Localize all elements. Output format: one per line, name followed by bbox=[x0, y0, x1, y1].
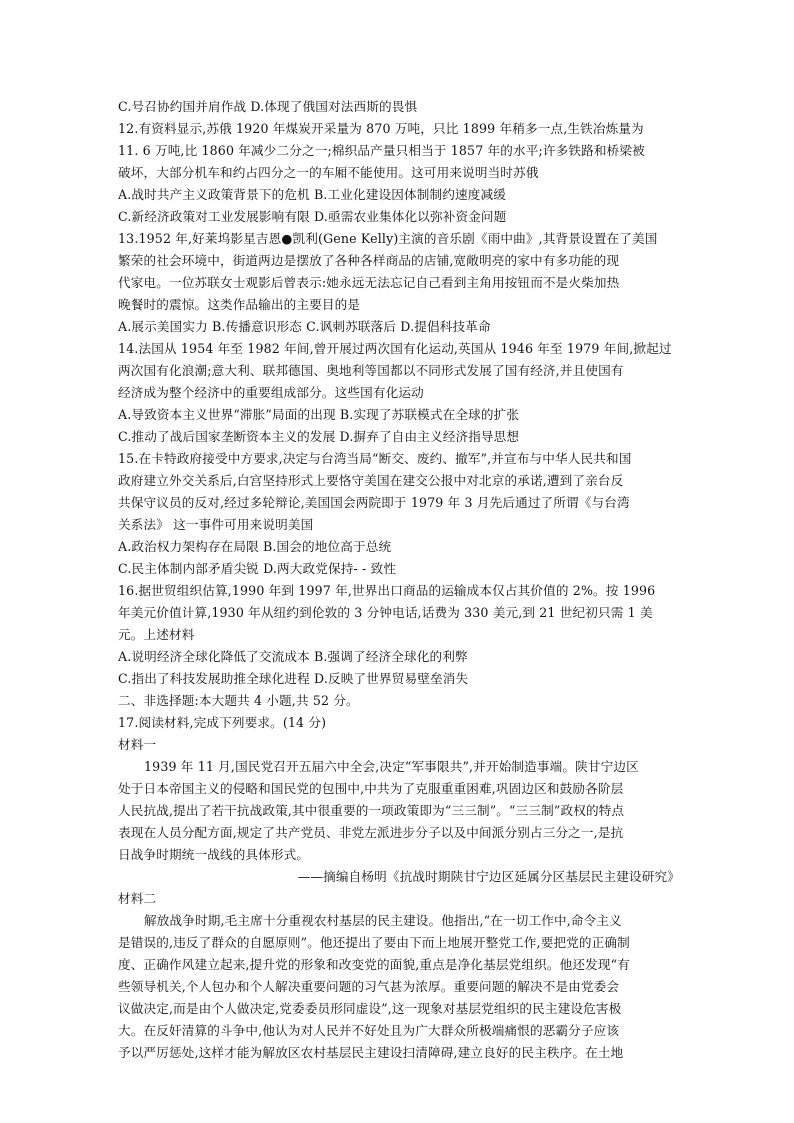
text-line: 表现在人员分配方面,规定了共产党员、非党左派进步分子以及中间派分别占三分之一,是抗 bbox=[118, 825, 624, 840]
text-line: 经济成为整个经济中的重要组成部分。这些国有化运动 bbox=[118, 385, 424, 400]
question-17-stem: 17.阅读材料,完成下列要求。(14 分) bbox=[118, 715, 327, 730]
text-line: C.号召协约国并肩作战 D.体现了俄国对法西斯的畏惧 bbox=[118, 99, 418, 114]
option-line: C.推动了战后国家垄断资本主义的发展 D.摒弃了自由主义经济指导思想 bbox=[118, 429, 520, 444]
source-citation: ——摘编自杨明《抗战时期陕甘宁边区延属分区基层民主建设研究》 bbox=[297, 869, 680, 884]
section-heading: 二、非选择题:本大题共 4 小题,共 52 分。 bbox=[118, 693, 359, 708]
question-15-stem: 15.在卡特政府接受中方要求,决定与台湾当局“断交、废约、撤军”,并宣布与中华人民共和国 bbox=[118, 451, 632, 466]
material-paragraph: 解放战争时期,毛主席十分重视农村基层的民主建设。他指出,“在一切工作中,命令主义 bbox=[144, 913, 622, 928]
text-line: 繁荣的社会环境中，街道两边是摆放了各种各样商品的店铺,宽敞明亮的家中有多功能的现 bbox=[118, 253, 620, 268]
text-line: 大。在反奸清算的斗争中,他认为对人民并不好处且为广大群众所极端痛恨的恶霸分子应该 bbox=[118, 1023, 620, 1038]
text-line: 予以严厉惩处,这样才能为解放区农村基层民主建设扫清障碍,建立良好的民主秩序。在土地 bbox=[118, 1045, 624, 1060]
text-line: 议做决定,而是由个人做决定,党委委员形同虚设”,这一现象对基层党组织的民主建设危害极 bbox=[118, 1001, 622, 1016]
text-line: 元。上述材料 bbox=[118, 627, 195, 642]
text-line: 政府建立外交关系后,白宫坚持形式上要恪守美国在建交公报中对北京的承诺,遭到了亲台反 bbox=[118, 473, 624, 488]
material-label: 材料二 bbox=[118, 891, 157, 906]
question-12-stem: 12.有资料显示,苏俄 1920 年煤炭开采量为 870 万吨，只比 1899 年稍多一点,生铁冶炼量为 bbox=[118, 121, 644, 136]
question-16-stem: 16.据世贸组织估算,1990 年到 1997 年,世界出口商品的运输成本仅占其价值的 2%。按 1996 bbox=[118, 583, 656, 598]
option-line: C.新经济政策对工业发展影响有限 D.亟需农业集体化以弥补资金问题 bbox=[118, 209, 507, 224]
text-line: 破坏，大部分机车和约占四分之一的车厢不能使用。这可用来说明当时苏俄 bbox=[118, 165, 539, 180]
option-line: C.指出了科技发展助推全球化进程 D.反映了世界贸易壁垒消失 bbox=[118, 671, 469, 686]
text-line: 共保守议员的反对,经过多轮辩论,美国国会两院即于 1979 年 3 月先后通过了所谓《与台湾 bbox=[118, 495, 630, 510]
material-label: 材料一 bbox=[118, 737, 157, 752]
text-line: 关系法》 这一事件可用来说明美国 bbox=[118, 517, 314, 532]
text-line: 11. 6 万吨,比 1860 年减少二分之一;棉织品产量只相当于 1857 年的水平;许多铁路和桥梁被 bbox=[118, 143, 645, 158]
option-line: A.展示美国实力 B.传播意识形态 C.讽刺苏联落后 D.提倡科技革命 bbox=[118, 319, 491, 334]
text-line: 人民抗战,提出了若干抗战政策,其中很重要的一项政策即为“三三制”。“三三制”政权的特点 bbox=[118, 803, 625, 818]
text-line: 是错误的,违反了群众的自愿原则”。他还提出了要由下而上地展开整党工作,要把党的正确制 bbox=[118, 935, 630, 950]
text-line: 日战争时期统一战线的具体形式。 bbox=[118, 847, 310, 862]
option-line: A.说明经济全球化降低了交流成本 B.强调了经济全球化的利弊 bbox=[118, 649, 468, 664]
text-line: 代家电。一位苏联女士观影后曾表示:她永远无法忘记自己看到主角用按钮而不是火柴加热 bbox=[118, 275, 620, 290]
text-line: 年美元价值计算,1930 年从纽约到伦敦的 3 分钟电话,话费为 330 美元,到 21 世纪初只需 1 美 bbox=[118, 605, 653, 620]
question-14-stem: 14.法国从 1954 年至 1982 年间,曾开展过两次国有化运动,英国从 1946 年至 1979 年间,掀起过 bbox=[118, 341, 672, 356]
option-line: A.战时共产主义政策背景下的危机 B.工业化建设因体制制约速度减缓 bbox=[118, 187, 506, 202]
exam-page bbox=[118, 96, 680, 1064]
option-line: A.导致资本主义世界“滞胀”局面的出现 B.实现了苏联模式在全球的扩张 bbox=[118, 407, 520, 422]
text-line: 两次国有化浪潮;意大利、联邦德国、奥地利等国都以不同形式发展了国有经济,并且使国有 bbox=[118, 363, 624, 378]
text-line: 度、正确作风建立起来,提升党的形象和改变党的面貌,重点是净化基层党组织。他还发现“有 bbox=[118, 957, 630, 972]
option-line: A.政治权力架构存在局限 B.国会的地位高于总统 bbox=[118, 539, 392, 554]
option-line: C.民主体制内部矛盾尖锐 D.两大政党保持- - 致性 bbox=[118, 561, 397, 576]
text-line: 些领导机关,个人包办和个人解决重要问题的习气甚为浓厚。重要问题的解决不是由党委会 bbox=[118, 979, 620, 994]
material-paragraph: 1939 年 11 月,国民党召开五届六中全会,决定“军事限共”,并开始制造事端。陕甘宁边区 bbox=[144, 759, 639, 774]
text-line: 晚餐时的震惊。这类作品输出的主要目的是 bbox=[118, 297, 361, 312]
question-13-stem: 13.1952 年,好莱坞影星吉恩●凯利(Gene Kelly)主演的音乐剧《雨中曲》,其背景设置在了美国 bbox=[118, 231, 658, 246]
text-line: 处于日本帝国主义的侵略和国民党的包围中,中共为了克服重重困难,巩固边区和鼓励各阶层 bbox=[118, 781, 624, 796]
